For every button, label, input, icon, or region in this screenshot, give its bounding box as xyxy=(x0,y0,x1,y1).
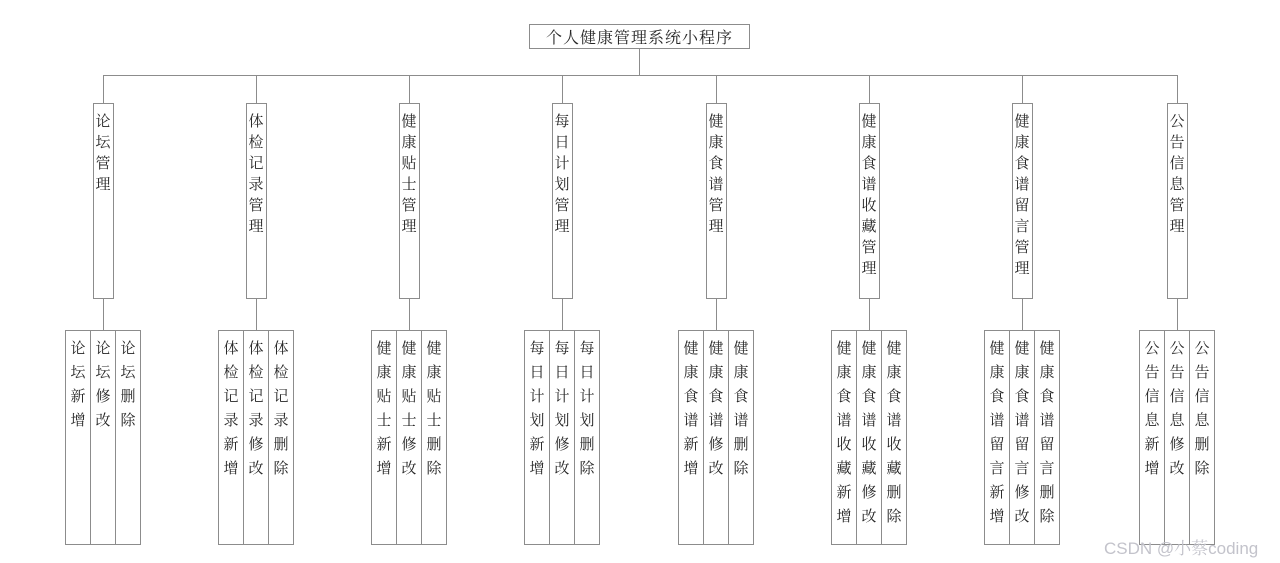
main-horizontal-line xyxy=(103,75,1178,76)
connector-line xyxy=(103,299,104,330)
branch-announcements xyxy=(1139,103,1215,545)
branch-stub-line xyxy=(1177,76,1178,103)
branch-recipe-favorites xyxy=(831,103,907,545)
leaf-add: 健康食谱收藏新增 xyxy=(836,340,852,525)
leaf-delete: 健康贴士删除 xyxy=(421,331,446,544)
branch-stub-line xyxy=(409,76,410,103)
branch-header: 健康食谱收藏管理 xyxy=(859,103,880,299)
leaf-add: 健康食谱新增 xyxy=(683,340,699,477)
root-node-label: 个人健康管理系统小程序 xyxy=(545,30,733,47)
leaf-edit: 健康食谱留言修改 xyxy=(1009,331,1034,544)
leaf-add: 每日计划新增 xyxy=(529,340,545,477)
connector-line xyxy=(562,299,563,330)
branch-recipe-comments xyxy=(984,103,1060,545)
leaf-add: 健康食谱留言新增 xyxy=(989,340,1005,525)
root-node xyxy=(529,24,750,49)
leaf-add: 论坛新增 xyxy=(70,340,86,429)
leaf-delete: 论坛删除 xyxy=(115,331,140,544)
leaf-edit: 公告信息修改 xyxy=(1164,331,1189,544)
leaf-edit: 每日计划修改 xyxy=(549,331,574,544)
leaf-delete: 公告信息删除 xyxy=(1189,331,1214,544)
connector-line xyxy=(716,299,717,330)
branch-header: 体检记录管理 xyxy=(246,103,267,299)
branch-stub-line xyxy=(103,76,104,103)
branch-healthy-recipes xyxy=(678,103,754,545)
connector-line xyxy=(1177,299,1178,330)
leaf-delete: 健康食谱收藏删除 xyxy=(881,331,906,544)
branch-header: 健康贴士管理 xyxy=(399,103,420,299)
leaf-add: 公告信息新增 xyxy=(1144,340,1160,477)
leaf-group xyxy=(218,330,294,545)
leaf-group xyxy=(65,330,141,545)
leaf-edit: 体检记录修改 xyxy=(243,331,268,544)
branch-header: 每日计划管理 xyxy=(552,103,573,299)
branch-stub-line xyxy=(716,76,717,103)
branch-checkup-records xyxy=(218,103,294,545)
branch-stub-line xyxy=(562,76,563,103)
leaf-delete: 健康食谱留言删除 xyxy=(1034,331,1059,544)
branch-stub-line xyxy=(869,76,870,103)
connector-line xyxy=(409,299,410,330)
leaf-edit: 论坛修改 xyxy=(90,331,115,544)
branch-header: 公告信息管理 xyxy=(1167,103,1188,299)
connector-line xyxy=(256,299,257,330)
leaf-group xyxy=(1139,330,1215,545)
csdn-watermark: CSDN @小蔡coding xyxy=(1104,539,1259,558)
connector-line xyxy=(869,299,870,330)
leaf-add: 体检记录新增 xyxy=(223,340,239,477)
leaf-delete: 健康食谱删除 xyxy=(728,331,753,544)
leaf-add: 健康贴士新增 xyxy=(376,340,392,477)
leaf-group xyxy=(831,330,907,545)
branch-header: 论坛管理 xyxy=(93,103,114,299)
leaf-group xyxy=(524,330,600,545)
leaf-edit: 健康食谱修改 xyxy=(703,331,728,544)
branch-header: 健康食谱管理 xyxy=(706,103,727,299)
leaf-edit: 健康贴士修改 xyxy=(396,331,421,544)
branch-health-tips xyxy=(371,103,447,545)
branch-stub-line xyxy=(256,76,257,103)
connector-line xyxy=(1022,299,1023,330)
leaf-group xyxy=(371,330,447,545)
branch-forum xyxy=(65,103,141,545)
branch-daily-plan xyxy=(524,103,600,545)
branch-stub-line xyxy=(1022,76,1023,103)
leaf-group xyxy=(678,330,754,545)
leaf-delete: 体检记录删除 xyxy=(268,331,293,544)
root-connector-line xyxy=(639,49,640,76)
leaf-edit: 健康食谱收藏修改 xyxy=(856,331,881,544)
leaf-group xyxy=(984,330,1060,545)
leaf-delete: 每日计划删除 xyxy=(574,331,599,544)
branch-header: 健康食谱留言管理 xyxy=(1012,103,1033,299)
